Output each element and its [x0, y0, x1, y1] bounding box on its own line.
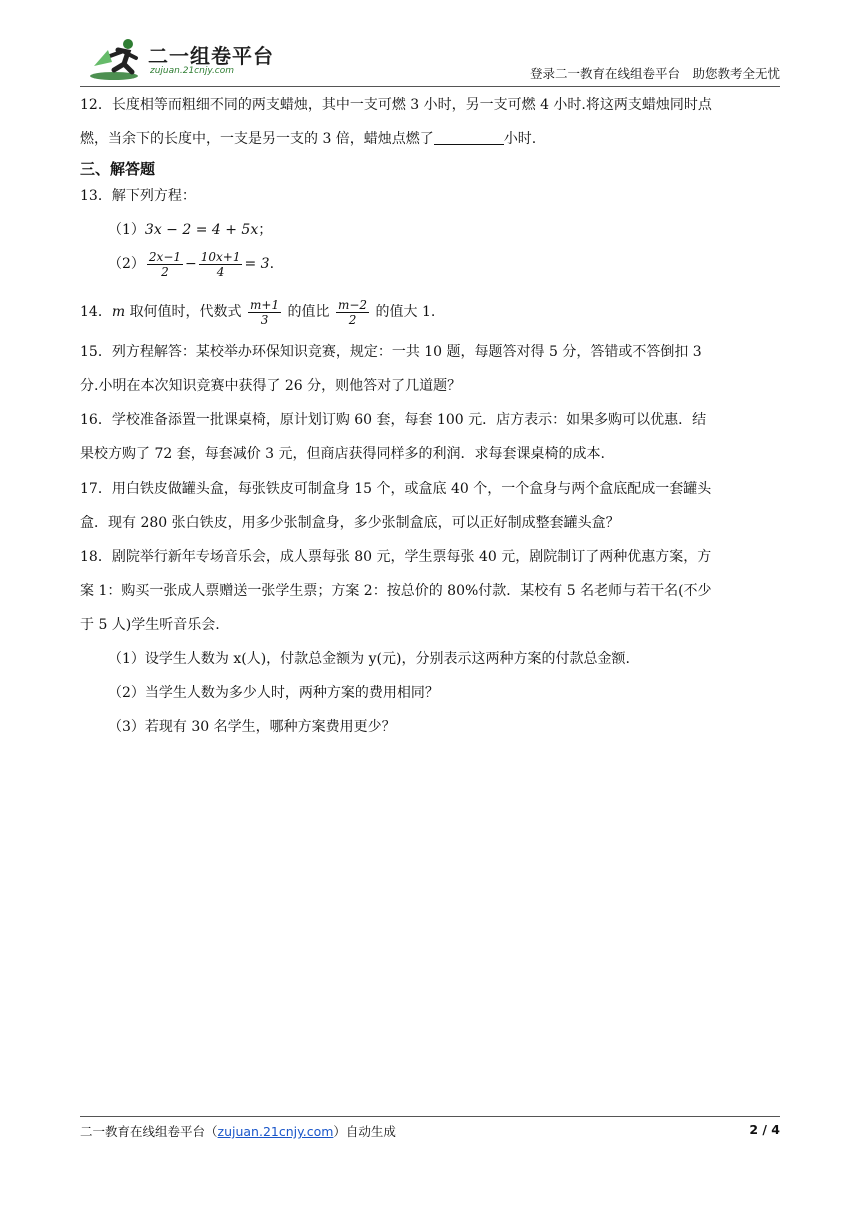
- footer-divider: [80, 1116, 780, 1117]
- footer-text: ）自动生成: [333, 1124, 396, 1139]
- question-18-line2: 案 1：购买一张成人票赠送一张学生票；方案 2：按总价的 80%付款．某校有 5 名老师与若干名(不少: [80, 583, 712, 599]
- page-header: [80, 30, 780, 88]
- header-divider: [80, 86, 780, 87]
- fraction: [199, 250, 243, 279]
- footer-link[interactable]: zujuan.21cnjy.com: [217, 1124, 334, 1139]
- question-12-line2: [80, 122, 780, 156]
- equation: 3x − 2 = 4 + 5x: [144, 222, 259, 238]
- question-14-text: 的值比: [287, 304, 330, 320]
- question-12-line1: 12．长度相等而粗细不同的两支蜡烛，其中一支可燃 3 小时，另一支可燃 4 小时.将这两支蜡烛同时点: [80, 97, 712, 113]
- site-logo[interactable]: [88, 36, 288, 82]
- runner-logo-icon: [88, 36, 144, 82]
- question-14: [80, 295, 780, 329]
- question-13-part2: [80, 247, 808, 281]
- variable-m: m: [111, 304, 126, 320]
- question-14-text: 的值大 1.: [375, 304, 436, 320]
- question-15-line2: 分.小明在本次知识竞赛中获得了 26 分，则他答对了几道题？: [80, 378, 462, 394]
- page-number: 2 / 4: [749, 1122, 780, 1137]
- answer-blank: [434, 128, 504, 145]
- footer-source: [80, 1122, 396, 1140]
- fraction-numerator: 10x+1: [200, 249, 241, 264]
- fraction-numerator: 2x−1: [148, 249, 182, 264]
- question-12-unit: 小时.: [503, 131, 537, 147]
- fraction-numerator: m+1: [250, 297, 280, 312]
- logo-subtitle: zujuan.21cnjy.com: [150, 66, 235, 76]
- equation-rhs: = 3: [244, 256, 270, 272]
- fraction-numerator: m−2: [338, 297, 368, 312]
- question-15-line1: 15．列方程解答：某校举办环保知识竞赛，规定：一共 10 题，每题答对得 5 分，答错或不答倒扣 3: [80, 344, 702, 360]
- question-16-line1: 16．学校准备添置一批课桌椅，原计划订购 60 套，每套 100 元．店方表示：如果多购可以优惠．结: [80, 412, 707, 428]
- equation-end: ；: [258, 222, 273, 238]
- section-title: 三、解答题: [80, 160, 156, 178]
- question-18-part1: （1）设学生人数为 x(人)，付款总金额为 y(元)，分别表示这两种方案的付款总金额.: [108, 651, 630, 667]
- part-label: （1）: [108, 222, 145, 238]
- question-number: 14．: [80, 304, 112, 320]
- logo-text: 二一组卷平台: [148, 44, 274, 68]
- question-12-text: 燃，当余下的长度中，一支是另一支的 3 倍，蜡烛点燃了: [80, 131, 434, 147]
- page-footer: [80, 1122, 780, 1146]
- fraction-denominator: 2: [348, 312, 357, 327]
- question-18-part2: （2）当学生人数为多少人时，两种方案的费用相同？: [108, 685, 439, 701]
- equation-end: .: [269, 256, 275, 272]
- question-18-line3: 于 5 人)学生听音乐会.: [80, 617, 220, 633]
- fraction-denominator: 3: [260, 312, 269, 327]
- question-13-stem: 13．解下列方程：: [80, 188, 196, 204]
- fraction-denominator: 4: [216, 264, 225, 279]
- header-login-text[interactable]: 登录二一教育在线组卷平台 助您教考全无忧: [529, 66, 780, 81]
- question-17-line2: 盒．现有 280 张白铁皮，用多少张制盒身，多少张制盒底，可以正好制成整套罐头盒？: [80, 515, 620, 531]
- fraction: [336, 298, 369, 327]
- fraction: [248, 298, 281, 327]
- fraction: [147, 250, 183, 279]
- question-18-part3: （3）若现有 30 名学生，哪种方案费用更少？: [108, 719, 396, 735]
- minus-sign: −: [185, 256, 197, 272]
- fraction-denominator: 2: [161, 264, 169, 279]
- question-16-line2: 果校方购了 72 套，每套减价 3 元，但商店获得同样多的利润．求每套课桌椅的成本.: [80, 446, 605, 462]
- question-18-line1: 18．剧院举行新年专场音乐会，成人票每张 80 元，学生票每张 40 元，剧院制订了两种优惠方案，方: [80, 549, 712, 565]
- question-17-line1: 17．用白铁皮做罐头盒，每张铁皮可制盒身 15 个，或盒底 40 个，一个盒身与两个盒底配成一套罐头: [80, 481, 712, 497]
- footer-text: 二一教育在线组卷平台（: [80, 1124, 218, 1139]
- part-label: （2）: [108, 256, 145, 272]
- question-13-part1: [80, 213, 808, 247]
- question-14-text: 取何值时，代数式: [129, 304, 242, 320]
